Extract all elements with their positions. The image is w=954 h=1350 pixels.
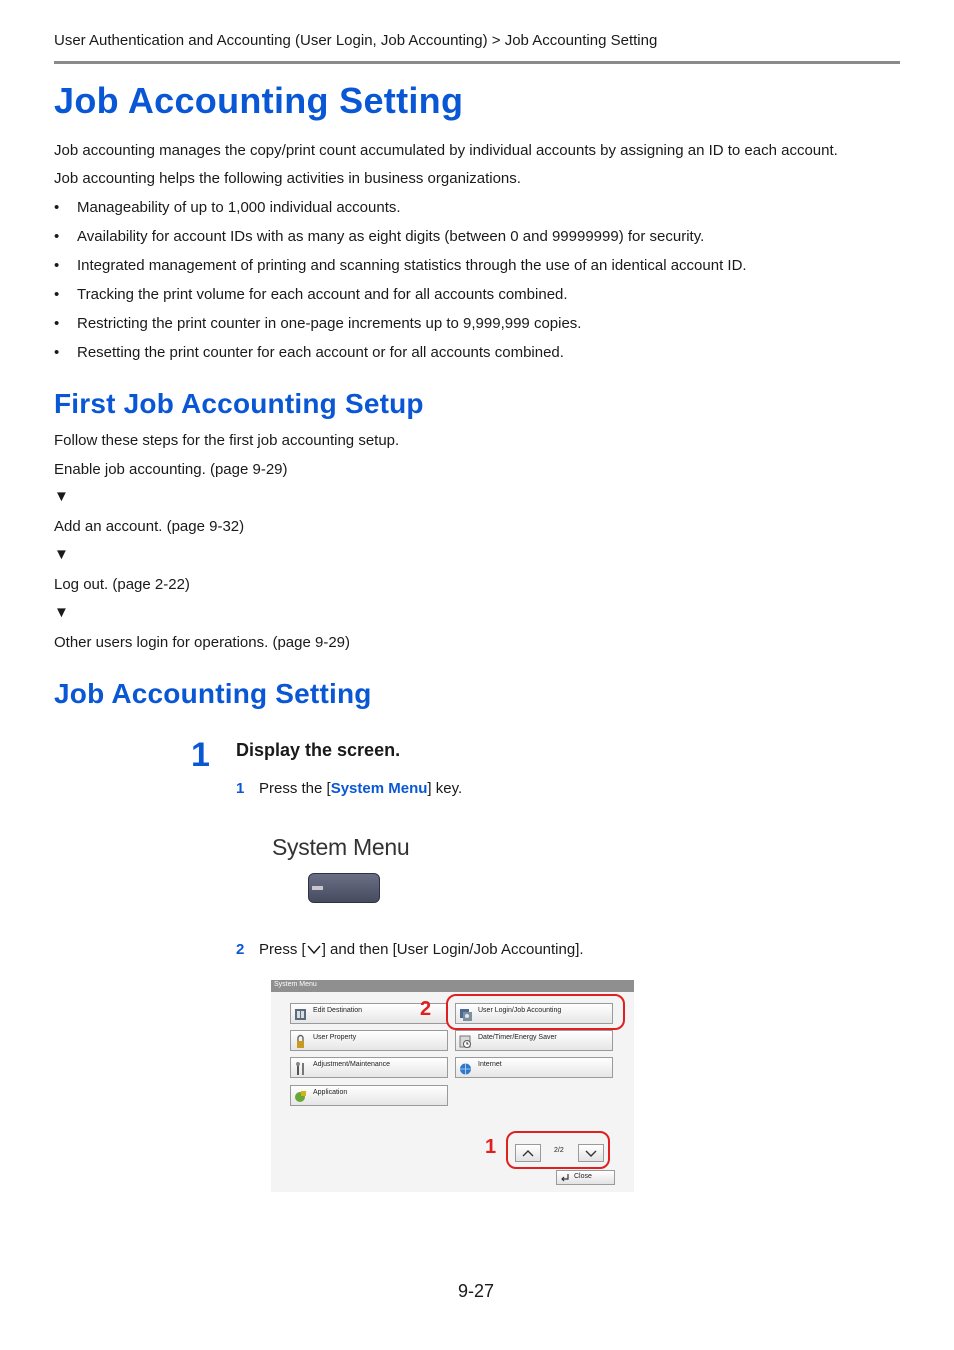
address-book-icon	[293, 1007, 308, 1022]
close-button[interactable]: Close	[556, 1170, 615, 1185]
system-menu-key-label: System Menu	[272, 834, 410, 860]
bullet-item: • Manageability of up to 1,000 individual accounts.	[54, 199, 401, 216]
page-number: 9-27	[458, 1281, 495, 1301]
down-arrow-icon: ▼	[54, 546, 69, 563]
step-title: Display the screen.	[236, 740, 401, 760]
intro-paragraph-2: Job accounting helps the following activities in business organizations.	[54, 170, 521, 187]
intro-paragraph-1: Job accounting manages the copy/print count accumulated by individual accounts by assigning an ID to each account.	[54, 142, 838, 159]
key-indicator-icon	[312, 886, 323, 890]
page-indicator: 2/2	[554, 1147, 564, 1154]
flow-step-4: Other users login for operations. (page 9-29)	[54, 634, 350, 651]
substep-2: 2 Press [ ] and then [User Login/Job Accounting].	[236, 941, 584, 958]
adjustment-maintenance-button[interactable]: Adjustment/Maintenance	[290, 1057, 448, 1078]
clock-icon	[458, 1034, 473, 1049]
header-divider	[54, 61, 900, 64]
edit-destination-button[interactable]: Edit Destination	[290, 1003, 448, 1024]
bullet-item: • Tracking the print volume for each account and for all accounts combined.	[54, 286, 568, 303]
page-title: Job Accounting Setting	[54, 80, 464, 121]
flow-step-2: Add an account. (page 9-32)	[54, 518, 245, 535]
down-arrow-icon: ▼	[54, 604, 69, 621]
highlight-page-nav	[506, 1131, 610, 1169]
down-arrow-icon: ▼	[54, 488, 69, 505]
substep-1: 1 Press the [System Menu] key.	[236, 780, 463, 797]
lock-user-icon	[293, 1034, 308, 1049]
application-icon	[293, 1089, 308, 1104]
callout-1: 1	[485, 1136, 497, 1158]
tools-icon	[293, 1061, 308, 1076]
application-button[interactable]: Application	[290, 1085, 448, 1106]
bullet-item: • Availability for account IDs with as many as eight digits (between 0 and 99999999) for security.	[54, 228, 705, 245]
breadcrumb: User Authentication and Accounting (User Login, Job Accounting) > Job Accounting Setting	[54, 32, 658, 49]
section-heading-setup: First Job Accounting Setup	[54, 388, 424, 419]
section-heading-setting: Job Accounting Setting	[54, 678, 372, 709]
system-menu-panel	[271, 980, 634, 1192]
return-arrow-icon	[559, 1173, 570, 1183]
internet-button[interactable]: Internet	[455, 1057, 613, 1078]
date-timer-energy-saver-button[interactable]: Date/Timer/Energy Saver	[455, 1030, 613, 1051]
system-menu-keyword: System Menu	[330, 780, 428, 797]
bullet-item: • Restricting the print counter in one-page increments up to 9,999,999 copies.	[54, 315, 582, 332]
highlight-user-login	[446, 994, 625, 1030]
callout-2: 2	[420, 998, 432, 1020]
bullet-item: • Resetting the print counter for each account or for all accounts combined.	[54, 344, 564, 361]
bullet-item: • Integrated management of printing and scanning statistics through the use of an identical account ID.	[54, 257, 747, 274]
globe-icon	[458, 1061, 473, 1076]
chevron-down-icon	[306, 942, 322, 956]
panel-title-bar: System Menu	[271, 980, 634, 992]
user-property-button[interactable]: User Property	[290, 1030, 448, 1051]
step-number: 1	[191, 736, 210, 774]
flow-step-1: Enable job accounting. (page 9-29)	[54, 461, 288, 478]
flow-step-3: Log out. (page 2-22)	[54, 576, 190, 593]
system-menu-key[interactable]	[308, 873, 380, 903]
user-login-job-accounting-button[interactable]: User Login/Job Accounting	[455, 1003, 613, 1024]
setup-lead: Follow these steps for the first job accounting setup.	[54, 432, 400, 449]
